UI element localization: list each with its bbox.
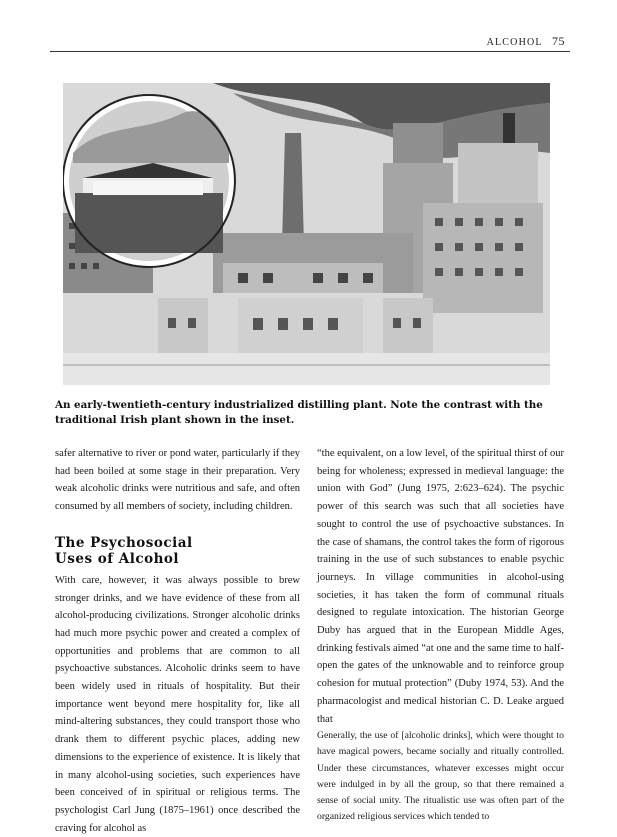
distillery-illustration: [63, 83, 550, 385]
running-header: [487, 34, 565, 49]
figure-caption: [55, 398, 565, 428]
section-heading-line-2: Uses of Alcohol: [55, 550, 180, 567]
block-quote: Generally, the use of [alcoholic drinks], which were thought to have magical powers, became socially and ritually controlled. Under these circumstances, whatever excesses might occur were indulged in by all the group, so that there remained a sense of social unity. The ritualistic use was often part of the organized religious services which tended to: [317, 730, 564, 823]
left-column: [55, 445, 300, 837]
section-heading-line-1: The Psychosocial: [55, 534, 193, 551]
header-rule: [50, 51, 570, 52]
figure-caption-line-2: traditional Irish plant shown in the inset.: [55, 414, 295, 426]
figure-caption-line-1: An early-twentieth-century industrialized distilling plant. Note the contrast with the: [55, 399, 543, 411]
section-heading: [55, 535, 300, 567]
right-column: [317, 445, 564, 825]
left-paragraph-1: safer alternative to river or pond water, particularly if they had been boiled at some stage in their preparation. Very weak alcoholic drinks were nutritious and safe, and often consumed by all members of society, including children.: [55, 448, 300, 513]
right-paragraph-1: “the equivalent, on a low level, of the spiritual thirst of our being for wholeness; expressed in medieval language: the union with God” (Jung 1975, 2:623–624). The psychic power of this search was such that all societies have sought to control the use of psychoactive substances. In the case of shamans, the control takes the form of rigorous training in the use of such substances to enable psychic journeys. In village communities in alcohol-using societies, it has taken the form of communal rituals designed to regulate intoxication. The historian George Duby has argued that in the European Middle Ages, drinking festivals aimed “at one and the same time to half-open the gates of the unknowable and to reinforce group cohesion for mutual protection” (Duby 1974, 53). And the pharmacologist and medical historian C. D. Leake argued that: [317, 448, 564, 725]
running-header-section: ALCOHOL: [486, 37, 543, 48]
page-number: 75: [552, 34, 565, 48]
left-paragraph-2: With care, however, it was always possible to brew stronger drinks, and we have evidence of these from all alcohol-producing civilizations. Stronger alcoholic drinks had much more psychic power and created a complex of opportunities and problems that are common to all psychoactive substances. Alcoholic drinks seem to have been widely used in rituals of hospitality. But their importance went beyond mere hospitality for, like all mind-altering substances, they could transport those who drank them to different psychic places, adding new dimensions to the experience of existence. It is likely that in many alcohol-using societies, such experiences have been conceived of in spiritual or religious terms. The psychologist Carl Jung (1875–1961) once described the craving for alcohol as: [55, 574, 300, 834]
